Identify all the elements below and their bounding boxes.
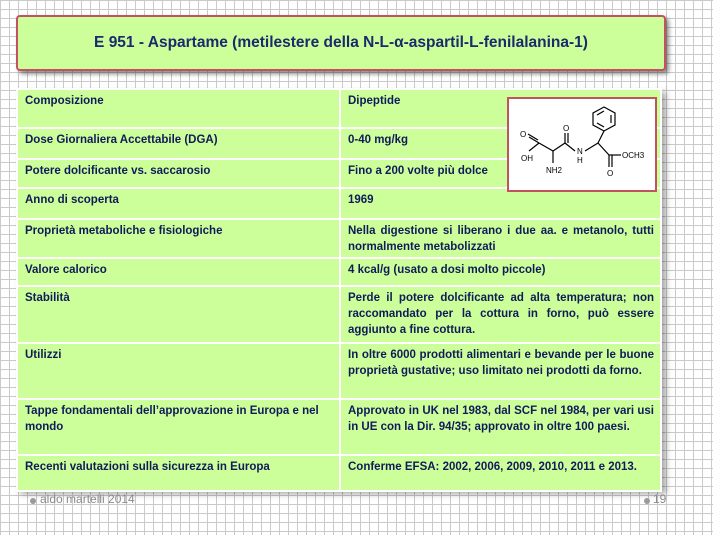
row-value: Nella digestione si liberano i due aa. e metanolo, tutti normalmente metabolizzati bbox=[340, 219, 661, 258]
atom-label: O bbox=[563, 124, 570, 133]
atom-label: N bbox=[577, 147, 583, 156]
table-row bbox=[17, 258, 661, 286]
atom-label: H bbox=[577, 156, 583, 165]
row-value: Dipeptide bbox=[340, 89, 661, 128]
phenyl-ring bbox=[593, 107, 615, 131]
slide-title: E 951 - Aspartame (metilestere della N-L-α-aspartil-L-fenilalanina-1) bbox=[16, 15, 666, 71]
row-label: Stabilità bbox=[17, 286, 340, 343]
page-number: 19 bbox=[653, 492, 667, 506]
atom-label: NH2 bbox=[546, 166, 563, 175]
row-label: Proprietà metaboliche e fisiologiche bbox=[17, 219, 340, 258]
row-label: Anno di scoperta bbox=[17, 188, 340, 219]
table-row bbox=[17, 343, 661, 399]
row-value: 4 kcal/g (usato a dosi molto piccole) bbox=[340, 258, 661, 286]
aspartame-structure bbox=[507, 97, 657, 192]
molecule-diagram bbox=[509, 99, 655, 190]
table-row bbox=[17, 399, 661, 455]
row-label: Recenti valutazioni sulla sicurezza in Europa bbox=[17, 455, 340, 491]
atom-label: O bbox=[520, 130, 527, 139]
row-label: Potere dolcificante vs. saccarosio bbox=[17, 159, 340, 188]
table-row bbox=[17, 455, 661, 491]
row-label: Tappe fondamentali dell’approvazione in Europa e nel mondo bbox=[17, 399, 340, 455]
footer-bullet-icon bbox=[644, 498, 650, 504]
footer-author: aldo martelli 2014 bbox=[40, 492, 135, 506]
atom-label: OH bbox=[521, 154, 533, 163]
row-value: In oltre 6000 prodotti alimentari e bevande per le buone proprietà gustative; uso limitato nei prodotti da forno. bbox=[340, 343, 661, 399]
row-value: 0-40 mg/kg bbox=[340, 128, 661, 159]
row-value: Conferme EFSA: 2002, 2006, 2009, 2010, 2011 e 2013. bbox=[340, 455, 661, 491]
atom-label: OCH3 bbox=[622, 151, 645, 160]
row-value: Approvato in UK nel 1983, dal SCF nel 1984, per vari usi in UE con la Dir. 94/35; approvato in oltre 100 paesi. bbox=[340, 399, 661, 455]
row-value: 1969 bbox=[340, 188, 661, 219]
row-label: Utilizzi bbox=[17, 343, 340, 399]
row-label: Composizione bbox=[17, 89, 340, 128]
table-row bbox=[17, 286, 661, 343]
footer-bullet-icon bbox=[30, 498, 36, 504]
row-value: Fino a 200 volte più dolce bbox=[340, 159, 661, 188]
row-label: Valore calorico bbox=[17, 258, 340, 286]
atom-label: O bbox=[607, 169, 614, 178]
table-row bbox=[17, 219, 661, 258]
row-label: Dose Giornaliera Accettabile (DGA) bbox=[17, 128, 340, 159]
row-value: Perde il potere dolcificante ad alta temperatura; non raccomandato per la cottura in forno, può essere aggiunto a fine cottura. bbox=[340, 286, 661, 343]
